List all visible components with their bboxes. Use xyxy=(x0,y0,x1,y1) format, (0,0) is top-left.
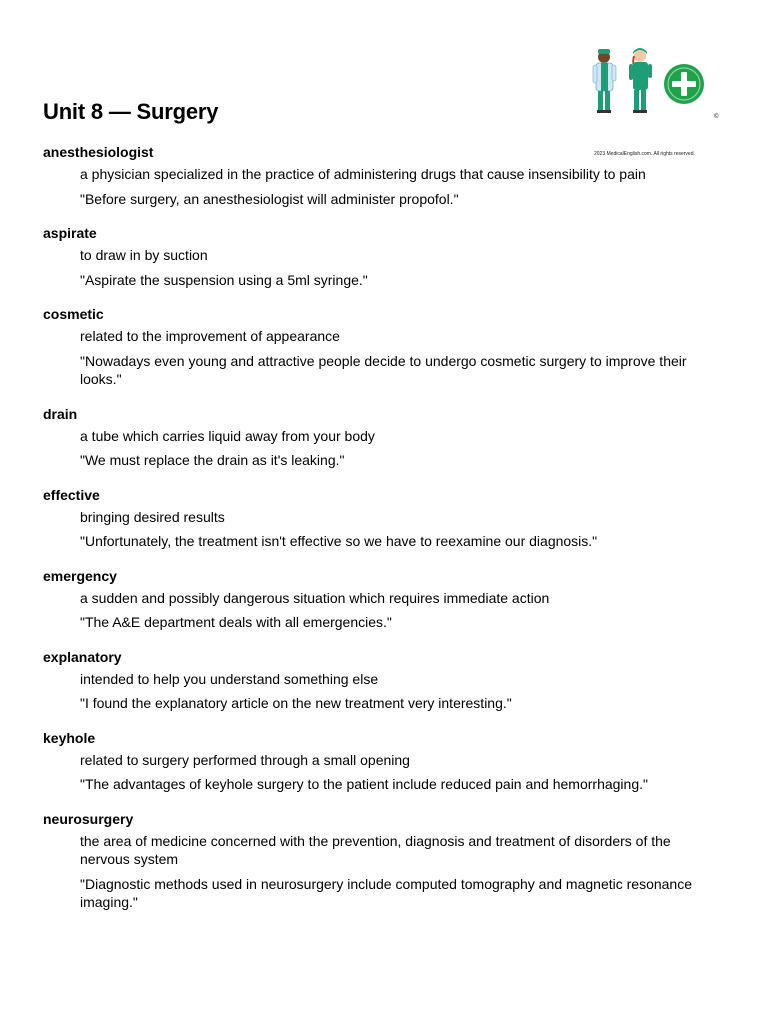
definition: a tube which carries liquid away from your body xyxy=(80,427,375,444)
definition: a physician specialized in the practice of administering drugs that cause insensibility to pain xyxy=(80,166,646,182)
glossary-entry xyxy=(43,648,723,713)
glossary-list xyxy=(43,143,723,928)
example-sentence: "Before surgery, an anesthesiologist will administer propofol." xyxy=(80,190,459,207)
term: emergency xyxy=(43,567,117,584)
glossary-entry xyxy=(43,810,723,912)
definition: intended to help you understand something else xyxy=(80,670,379,687)
doctors-nurse-plus-icon xyxy=(588,44,710,118)
plus-circle-icon xyxy=(664,64,704,104)
copyright-symbol: © xyxy=(714,114,719,120)
example-sentence: "I found the explanatory article on the new treatment very interesting." xyxy=(80,695,512,711)
glossary-entry xyxy=(43,305,723,389)
definition: related to the improvement of appearance xyxy=(80,328,340,344)
doctor-figure xyxy=(593,49,616,113)
example-sentence: "The A&E department deals with all emergencies." xyxy=(80,614,392,630)
definition: bringing desired results xyxy=(80,508,225,525)
definition: the area of medicine concerned with the prevention, diagnosis and treatment of disorders of the nervous system xyxy=(80,832,671,867)
glossary-entry xyxy=(43,729,723,794)
example-sentence: "We must replace the drain as it's leaking." xyxy=(80,452,345,468)
term: effective xyxy=(43,486,100,503)
glossary-entry xyxy=(43,224,723,289)
term: neurosurgery xyxy=(43,810,134,827)
glossary-entry xyxy=(43,486,723,551)
example-sentence: "The advantages of keyhole surgery to the patient include reduced pain and hemorrhaging." xyxy=(80,776,648,792)
nurse-figure xyxy=(629,48,652,113)
example-sentence: "Unfortunately, the treatment isn't effective so we have to reexamine our diagnosis." xyxy=(80,533,598,549)
example-sentence: "Aspirate the suspension using a 5ml syringe." xyxy=(80,271,368,288)
example-sentence: "Nowadays even young and attractive people decide to undergo cosmetic surgery to improve their looks." xyxy=(80,352,687,387)
term: anesthesiologist xyxy=(43,144,154,160)
definition: a sudden and possibly dangerous situation which requires immediate action xyxy=(80,589,550,606)
term: keyhole xyxy=(43,729,96,746)
term: aspirate xyxy=(43,225,97,241)
page-title: Unit 8 — Surgery xyxy=(43,98,219,124)
example-sentence: "Diagnostic methods used in neurosurgery include computed tomography and magnetic resonance imaging." xyxy=(80,875,692,910)
term: drain xyxy=(43,405,78,422)
copyright-notice: 2023 MedicalEnglish.com. All rights reserved. xyxy=(594,151,695,157)
glossary-entry xyxy=(43,143,723,208)
term: explanatory xyxy=(43,648,122,665)
term: cosmetic xyxy=(43,306,104,322)
glossary-entry xyxy=(43,567,723,632)
glossary-entry xyxy=(43,405,723,470)
definition: related to surgery performed through a small opening xyxy=(80,751,410,768)
definition: to draw in by suction xyxy=(80,247,208,263)
